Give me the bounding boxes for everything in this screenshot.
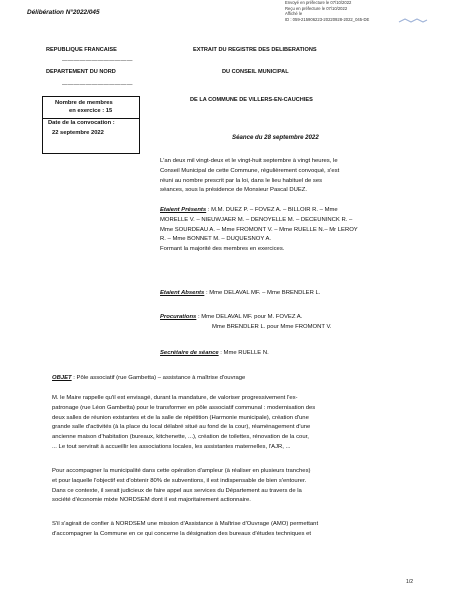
text-line: M. le Maire rappelle qu'il est envisagé, durant la mandature, de valoriser progressivement l'ex-	[52, 395, 298, 401]
procurations-label: Procurations	[160, 314, 197, 320]
commune-heading: DE LA COMMUNE DE VILLERS-EN-CAUCHIES	[190, 97, 313, 103]
secretary-text: : Mme RUELLE N.	[220, 350, 269, 356]
members-box	[42, 96, 140, 154]
stamp-logo	[398, 17, 428, 24]
republic-heading: REPUBLIQUE FRANCAISE	[46, 47, 117, 53]
seance-title: Séance du 28 septembre 2022	[232, 134, 319, 141]
text-line: Conseil Municipal de cette Commune, régulièrement convoqué, s'est	[160, 167, 340, 174]
intro-paragraph	[160, 157, 397, 196]
text-line: réuni au nombre prescrit par la loi, dans le lieu habituel de ses	[160, 177, 323, 184]
text-line: deux salles de réunion existantes et de la salle de répétition (Harmonie municipale), création d'une	[52, 414, 309, 421]
paragraph-amo	[52, 520, 404, 540]
register-extract-heading: EXTRAIT DU REGISTRE DES DELIBERATIONS	[193, 47, 317, 53]
text-line: société d'économie mixte NORDSEM dont il est majoritairement actionnaire.	[52, 497, 251, 504]
secretary-section	[160, 349, 397, 359]
text-line: S'il s'agirait de confier à NORDSEM une mission d'Assistance à Maîtrise d'Ouvrage (AMO) permettant	[52, 521, 319, 527]
secretary-label: Secrétaire de séance	[160, 350, 219, 356]
divider-dashes: ————————————	[62, 82, 133, 88]
members-count: en exercice : 15	[69, 108, 113, 114]
absents-label: Etaient Absents	[160, 290, 205, 296]
text-line: et pour laquelle l'objectif est d'obtenir 80% de subventions, il est indispensable de bien s'entourer.	[52, 477, 307, 484]
text-line: patronage (rue Léon Gambetta) pour le transformer en pôle associatif communal : modernisation des	[52, 404, 316, 411]
department-heading: DEPARTEMENT DU NORD	[46, 69, 116, 75]
members-label: Nombre de membres	[55, 100, 113, 106]
procurations-section	[160, 313, 397, 333]
text-line: Mme BRENDLER L. pour Mme FROMONT V.	[212, 323, 332, 330]
presents-section	[160, 206, 397, 255]
text-line: Mme SOURDEAU A. – Mme FROMONT V. – Mme RUELLE N.– Mr LEROY	[160, 226, 358, 233]
text-line: Dans ce contexte, il serait judicieux de faire appel aux services du Département au travers de la	[52, 487, 302, 494]
council-heading: DU CONSEIL MUNICIPAL	[222, 69, 289, 75]
text-line: séances, sous la présidence de Monsieur Pascal DUEZ.	[160, 187, 308, 194]
deliberation-number: Délibération N°2022/045	[27, 9, 100, 16]
presents-label: Etaient Présents	[160, 207, 207, 213]
page-number: 1/2	[406, 579, 413, 585]
convocation-date: 22 septembre 2022	[52, 130, 104, 136]
convocation-label: Date de la convocation :	[48, 120, 115, 126]
text-line: R. – Mme BONNET M. – DUQUESNOY A.	[160, 236, 272, 243]
text-line: ... Le tout servirait à accueillir les associations locales, les assistantes maternelles, l'AJR, ...	[52, 443, 291, 450]
stamp-line: Reçu en préfecture le 07/10/2022	[285, 5, 348, 11]
text-line: ancienne maison d'habitation (bureaux, kitchenette, ...), création de toilettes, rénovation de la cour,	[52, 434, 309, 441]
subject-line	[52, 374, 412, 384]
subject-label: OBJET	[52, 375, 72, 381]
paragraph-project	[52, 394, 404, 453]
paragraph-support	[52, 467, 404, 506]
text-line: L'an deux mil vingt-deux et le vingt-huit septembre à vingt heures, le	[160, 158, 338, 164]
stamp-line: Affiché le	[285, 11, 303, 17]
text-line: : M.M. DUEZ P. – FOVEZ A. – BILLOIR R. – Mme	[207, 207, 338, 213]
divider-dashes: ————————————	[62, 58, 133, 64]
text-line: d'accompagner la Commune en ce qui concerne la désignation des bureaux d'études techniques et	[52, 530, 311, 537]
box-divider	[43, 118, 139, 119]
text-line: MORELLE V. – NIEUWJAER M. – DENOYELLE M. – DECEUNINCK R. –	[160, 216, 353, 223]
stamp-line: Envoyé en préfecture le 07/10/2022	[285, 0, 352, 5]
text-line: : Mme DELAVAL MF. pour M. FOVEZ A.	[197, 314, 303, 320]
text-line: Pour accompagner la municipalité dans cette opération d'ampleur (à réaliser en plusieurs tranches)	[52, 468, 311, 474]
stamp-line: ID : 059-215906223-20220928-2022_045-DE	[285, 16, 370, 22]
text-line: grande salle d'activités (à la place du local délabré situé au fond de la cour), réaménagement d'une	[52, 424, 311, 431]
subject-text: : Pôle associatif (rue Gambetta) – assistance à maîtrise d'ouvrage	[73, 375, 246, 381]
majority-line: Formant la majorité des membres en exercices.	[160, 246, 285, 253]
absents-section	[160, 289, 397, 299]
absents-text: : Mme DELAVAL MF. – Mme BRENDLER L.	[205, 290, 321, 296]
